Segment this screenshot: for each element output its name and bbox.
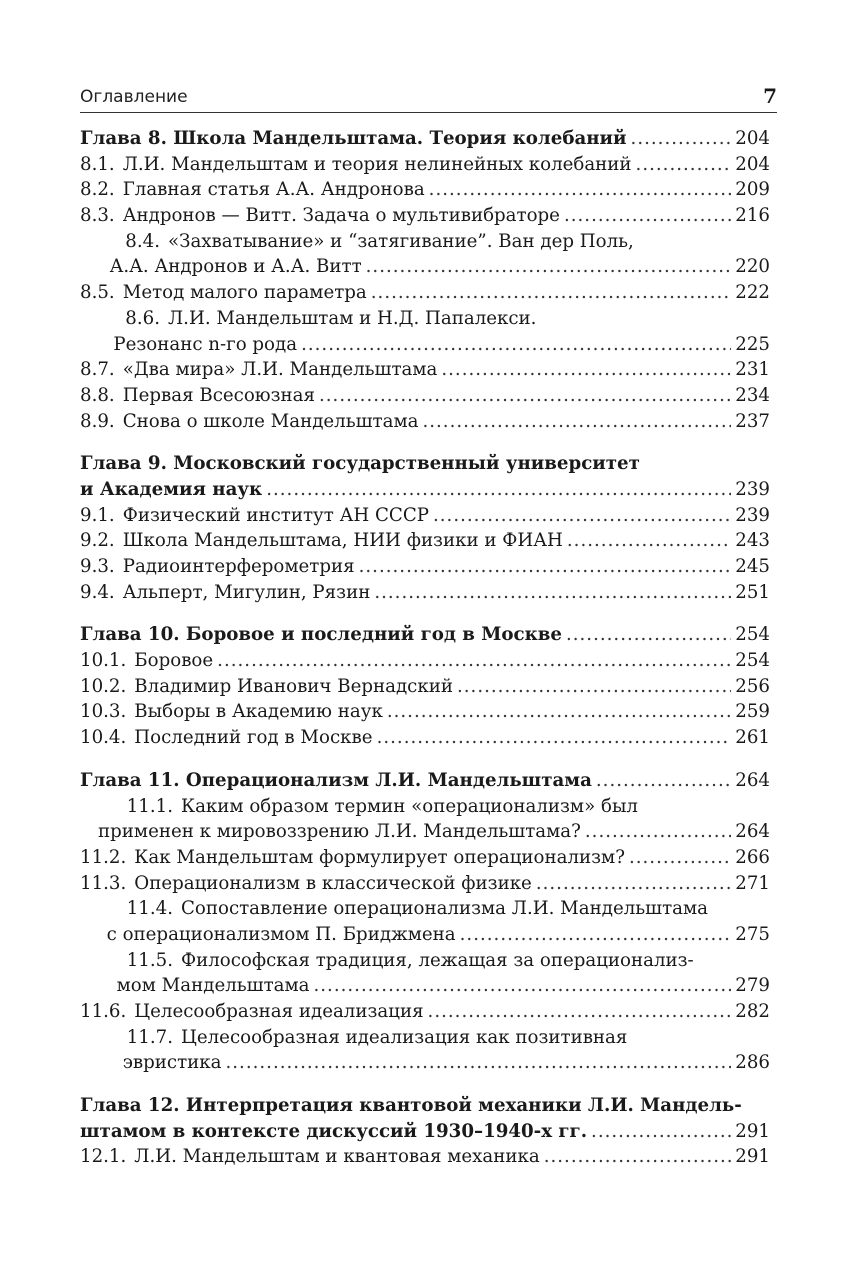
chapter-page-number: 254	[735, 624, 770, 646]
chapter-title-line	[80, 451, 770, 477]
chapter-title-line	[80, 1119, 770, 1145]
section-title-text: эвристика	[122, 1052, 222, 1074]
section-title-text: Выборы в Академию наук	[134, 701, 383, 723]
section-title-text: применен к мировоззрению Л.И. Мандельштама?	[98, 821, 581, 843]
section-number: 8.1.	[80, 153, 115, 175]
section-number: 9.1.	[80, 504, 115, 526]
section-page-number: 251	[735, 581, 770, 603]
section-page-number: 256	[735, 675, 770, 697]
section-number: 8.3.	[80, 205, 115, 227]
section-line	[80, 152, 770, 178]
section-number: 11.4.	[126, 898, 173, 920]
section-line	[80, 1144, 770, 1170]
section-title-text: Каким образом термин «операционализм» был	[181, 795, 638, 817]
dot-leader	[457, 674, 731, 700]
chapter-title-text: Глава 10. Боровое и последний год в Москве	[80, 624, 562, 646]
section-number: 10.3.	[80, 701, 127, 723]
toc-chapter	[80, 1093, 770, 1170]
dot-leader	[301, 332, 731, 358]
section-line	[80, 580, 770, 606]
dot-leader	[217, 648, 731, 674]
chapter-page-number: 239	[735, 478, 770, 500]
dot-leader	[374, 580, 731, 606]
dot-leader	[225, 1050, 731, 1076]
section-line	[80, 845, 770, 871]
section-line	[80, 794, 770, 820]
section-page-number: 259	[735, 701, 770, 723]
section-line	[80, 819, 770, 845]
section-number: 8.9.	[80, 410, 115, 432]
section-page-number: 237	[735, 410, 770, 432]
section-title-text: Боровое	[134, 650, 214, 672]
section-title-text: мом Мандельштама	[116, 975, 310, 997]
section-page-number: 291	[735, 1146, 770, 1168]
dot-leader	[566, 622, 731, 648]
section-number: 11.2.	[80, 846, 127, 868]
dot-leader	[636, 152, 732, 178]
section-line	[80, 674, 770, 700]
section-line	[80, 280, 770, 306]
section-page-number: 271	[735, 872, 770, 894]
section-title-text: Главная статья А.А. Андронова	[122, 179, 425, 201]
section-number: 11.1.	[126, 795, 173, 817]
section-title-text: Метод малого параметра	[122, 282, 367, 304]
section-line	[80, 306, 770, 332]
dot-leader	[387, 699, 731, 725]
dot-leader	[319, 383, 731, 409]
section-line	[80, 229, 770, 255]
section-line	[80, 254, 770, 280]
section-number: 11.7.	[126, 1026, 173, 1048]
section-page-number: 279	[735, 975, 770, 997]
dot-leader	[544, 1144, 732, 1170]
table-of-contents	[80, 126, 770, 1187]
section-number: 8.7.	[80, 359, 115, 381]
section-page-number: 234	[735, 384, 770, 406]
dot-leader	[441, 357, 731, 383]
section-line	[80, 554, 770, 580]
section-title-text: с операционализмом П. Бриджмена	[106, 923, 456, 945]
section-title-text: А.А. Андронов и А.А. Витт	[109, 256, 362, 278]
section-line	[80, 1050, 770, 1076]
section-number: 11.5.	[126, 949, 173, 971]
running-title: Оглавление	[80, 87, 188, 107]
section-title-text: Последний год в Москве	[134, 727, 373, 749]
toc-chapter	[80, 768, 770, 1076]
chapter-page-number: 264	[735, 769, 770, 791]
chapter-page-number: 204	[735, 128, 770, 149]
section-line	[80, 409, 770, 435]
chapter-title-text: Глава 8. Школа Мандельштама. Теория колебаний	[80, 128, 627, 149]
dot-leader	[433, 503, 731, 529]
section-line	[80, 973, 770, 999]
dot-leader	[377, 725, 732, 751]
section-title-text: Целесообразная идеализация как позитивная	[181, 1026, 628, 1048]
section-line	[80, 699, 770, 725]
chapter-title-line	[80, 1093, 770, 1119]
section-title-text: Андронов — Витт. Задача о мультивибраторе	[122, 205, 560, 227]
dot-leader	[460, 922, 732, 948]
dot-leader	[585, 819, 731, 845]
dot-leader	[366, 254, 732, 280]
section-number: 12.1.	[80, 1146, 127, 1168]
section-page-number: 222	[735, 282, 770, 304]
section-line	[80, 1025, 770, 1051]
dot-leader	[422, 409, 731, 435]
section-title-text: Владимир Иванович Вернадский	[134, 675, 453, 697]
page-header	[80, 84, 777, 113]
section-number: 9.2.	[80, 530, 115, 552]
section-title-text: Операционализм в классической физике	[134, 872, 532, 894]
section-title-text: Резонанс n-го рода	[113, 333, 298, 355]
section-line	[80, 871, 770, 897]
section-line	[80, 725, 770, 751]
dot-leader	[371, 280, 732, 306]
section-number: 8.6.	[125, 307, 160, 329]
dot-leader	[428, 999, 732, 1025]
section-number: 8.4.	[125, 230, 160, 252]
chapter-title-text: Глава 11. Операционализм Л.И. Мандельштама	[80, 769, 592, 791]
section-title-text: Целесообразная идеализация	[134, 1001, 424, 1022]
section-title-text: Школа Мандельштама, НИИ физики и ФИАН	[122, 530, 563, 552]
section-page-number: 239	[735, 504, 770, 526]
dot-leader	[631, 126, 732, 152]
section-title-text: Л.И. Мандельштам и теория нелинейных колебаний	[122, 153, 632, 175]
section-number: 11.6.	[80, 1001, 127, 1022]
toc-chapter	[80, 622, 770, 750]
section-number: 10.2.	[80, 675, 127, 697]
chapter-title-line	[80, 622, 770, 648]
section-page-number: 245	[735, 556, 770, 577]
section-line	[80, 999, 770, 1025]
section-title-text: «Захватывание» и “затягивание”. Ван дер Поль,	[168, 230, 634, 252]
section-number: 10.1.	[80, 650, 127, 672]
section-page-number: 282	[735, 1001, 770, 1022]
toc-chapter	[80, 451, 770, 605]
dot-leader	[266, 477, 731, 503]
section-title-text: «Два мира» Л.И. Мандельштама	[122, 359, 438, 381]
section-number: 8.8.	[80, 384, 115, 406]
dot-leader	[567, 528, 731, 554]
section-page-number: 286	[735, 1052, 770, 1074]
section-page-number: 216	[735, 205, 770, 227]
section-page-number: 220	[735, 256, 770, 278]
section-line	[80, 648, 770, 674]
dot-leader	[629, 845, 731, 871]
section-line	[80, 528, 770, 554]
section-page-number: 275	[735, 923, 770, 945]
chapter-title-text: Глава 12. Интерпретация квантовой механики Л.И. Мандель-	[80, 1095, 742, 1117]
section-page-number: 261	[735, 727, 770, 749]
section-line	[80, 922, 770, 948]
section-number: 9.3.	[80, 556, 115, 577]
section-line	[80, 203, 770, 229]
section-title-text: Физический институт АН СССР	[122, 504, 429, 526]
section-line	[80, 357, 770, 383]
section-line	[80, 332, 770, 358]
section-line	[80, 383, 770, 409]
section-page-number: 264	[735, 821, 770, 843]
section-title-text: Первая Всесоюзная	[122, 384, 315, 406]
section-number: 9.4.	[80, 581, 115, 603]
section-line	[80, 503, 770, 529]
dot-leader	[359, 554, 732, 580]
section-page-number: 243	[735, 530, 770, 552]
section-title-text: Философская традиция, лежащая за операционализ-	[181, 949, 694, 971]
chapter-title-line	[80, 126, 770, 152]
section-number: 8.2.	[80, 179, 115, 201]
section-title-text: Л.И. Мандельштам и квантовая механика	[134, 1146, 540, 1168]
dot-leader	[313, 973, 731, 999]
chapter-page-number: 291	[735, 1120, 770, 1142]
page-number: 7	[763, 84, 777, 108]
dot-leader	[596, 768, 731, 794]
chapter-title-line	[80, 477, 770, 503]
section-number: 11.3.	[80, 872, 127, 894]
section-title-text: Сопоставление операционализма Л.И. Мандельштама	[181, 898, 708, 920]
chapter-title-text: штамом в контексте дискуссий 1930–1940-х гг.	[80, 1120, 588, 1142]
dot-leader	[564, 203, 731, 229]
dot-leader	[591, 1119, 731, 1145]
section-page-number: 209	[735, 179, 770, 201]
chapter-title-text: Глава 9. Московский государственный университет	[80, 453, 640, 475]
section-page-number: 266	[735, 846, 770, 868]
section-title-text: Снова о школе Мандельштама	[122, 410, 419, 432]
section-number: 10.4.	[80, 727, 127, 749]
section-page-number: 254	[735, 650, 770, 672]
section-title-text: Как Мандельштам формулирует операционализм?	[134, 846, 625, 868]
toc-chapter	[80, 126, 770, 434]
section-title-text: Радиоинтерферометрия	[122, 556, 355, 577]
section-page-number: 225	[735, 333, 770, 355]
section-title-text: Альперт, Мигулин, Рязин	[122, 581, 371, 603]
section-title-text: Л.И. Мандельштам и Н.Д. Папалекси.	[168, 307, 537, 329]
dot-leader	[429, 177, 732, 203]
section-number: 8.5.	[80, 282, 115, 304]
dot-leader	[536, 871, 731, 897]
section-page-number: 231	[735, 359, 770, 381]
section-line	[80, 896, 770, 922]
section-page-number: 204	[735, 153, 770, 175]
chapter-title-text: и Академия наук	[80, 478, 263, 500]
chapter-title-line	[80, 768, 770, 794]
section-line	[80, 948, 770, 974]
section-line	[80, 177, 770, 203]
